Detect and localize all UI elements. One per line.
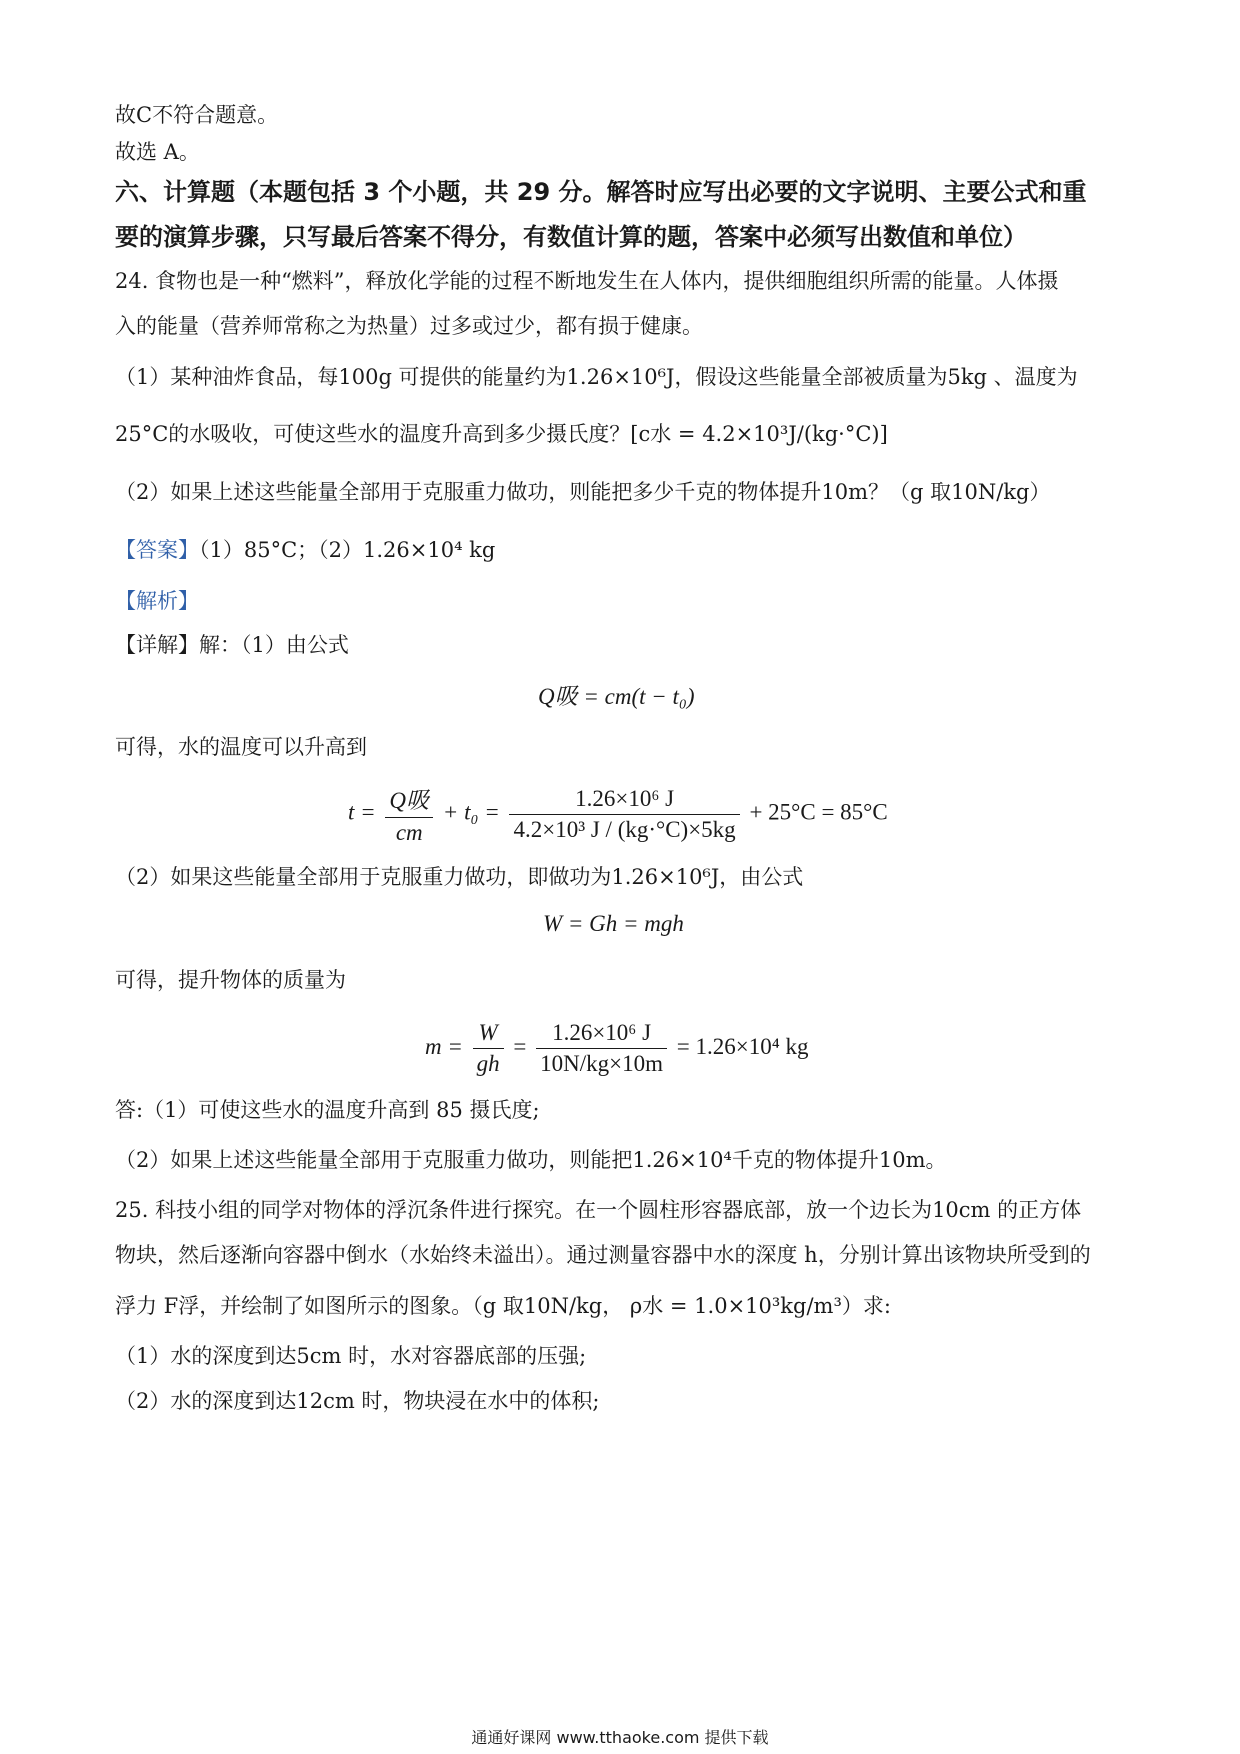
eq-part: m = [425,1033,463,1059]
question-25-text: 25. 科技小组的同学对物体的浮沉条件进行探究。在一个圆柱形容器底部，放一个边长为10cm 的正方体 [115,1198,1082,1222]
equation-temperature [348,782,888,846]
text-line: （2）如果这些能量全部用于克服重力做功，即做功为1.26×10⁶J，由公式 [115,865,804,889]
eq-part: t = [348,799,376,825]
fraction [536,1020,667,1077]
text-line: 故选 A。 [115,140,200,164]
text-line: 可得，水的温度可以升高到 [115,735,367,759]
equation-work: W = Gh = mgh [543,911,684,936]
analysis-tag: 【解析】 [115,589,199,613]
question-24-text: 24. 食物也是一种“燃料”，释放化学能的过程不断地发生在人体内，提供细胞组织所需的能量。人体摄 [115,269,1059,293]
fraction-numerator: 1.26×10⁶ J [536,1020,667,1049]
answer-text: （1）85°C；（2）1.26×10⁴ kg [199,538,496,562]
question-24-part1: （1）某种油炸食品，每100g 可提供的能量约为1.26×10⁶J，假设这些能量全部被质量为5kg 、温度为 [115,365,1078,389]
question-24-part2: （2）如果上述这些能量全部用于克服重力做功，则能把多少千克的物体提升10m？（g 取10N/kg） [115,480,1051,504]
text-line: 可得，提升物体的质量为 [115,968,346,992]
fraction-denominator: cm [395,820,423,845]
fraction [473,1020,504,1077]
eq-part: = [513,1033,527,1059]
fraction-numerator: 1.26×10⁶ J [509,786,739,815]
answer-conclusion: 答:（1）可使这些水的温度升高到 85 摄氏度; [115,1098,540,1122]
fraction-denominator: 4.2×10³ J / (kg·°C)×5kg [513,816,736,842]
question-25-text: 物块，然后逐渐向容器中倒水（水始终未溢出）。通过测量容器中水的深度 h，分别计算出该物块所受到的 [115,1243,1091,1267]
question-24-part1: 25°C的水吸收，可使这些水的温度升高到多少摄氏度？[c水 = 4.2×10³J/(kg·°C)] [115,422,888,446]
answer-tag: 【答案】 [115,538,199,562]
fraction-denominator: 10N/kg×10m [540,1051,663,1076]
question-25-part2: （2）水的深度到达12cm 时，物块浸在水中的体积; [115,1389,600,1413]
detail-line: 【详解】解：（1）由公式 [115,633,349,657]
question-24-text: 入的能量（营养师常称之为热量）过多或过少，都有损于健康。 [115,314,703,338]
fraction-denominator: gh [476,1051,500,1076]
equation-mass [425,1020,808,1077]
page-footer: 通通好课网 www.tthaoke.com 提供下载 [471,1728,769,1747]
fraction-numerator: Q吸 [385,782,433,818]
answer-conclusion: （2）如果上述这些能量全部用于克服重力做功，则能把1.26×10⁴千克的物体提升10m。 [115,1148,947,1172]
text-line: 故C不符合题意。 [115,103,279,127]
eq-part: + t₀ = [442,799,500,825]
question-25-part1: （1）水的深度到达5cm 时，水对容器底部的压强; [115,1344,587,1368]
fraction [509,786,739,843]
fraction [385,782,433,846]
question-25-text: 浮力 F浮，并绘制了如图所示的图象。（g 取10N/kg， ρ水 = 1.0×10³kg/m³）求: [115,1294,891,1318]
equation-heat: Q吸 = cm(t − t₀) [538,684,695,709]
eq-part: + 25°C = 85°C [749,799,888,825]
section-title: 要的演算步骤，只写最后答案不得分，有数值计算的题，答案中必须写出数值和单位） [115,223,1027,251]
eq-part: = 1.26×10⁴ kg [676,1033,809,1059]
section-title: 六、计算题（本题包括 3 个小题，共 29 分。解答时应写出必要的文字说明、主要公式和重 [115,178,1087,206]
fraction-numerator: W [473,1020,504,1049]
answer-line [115,535,495,565]
